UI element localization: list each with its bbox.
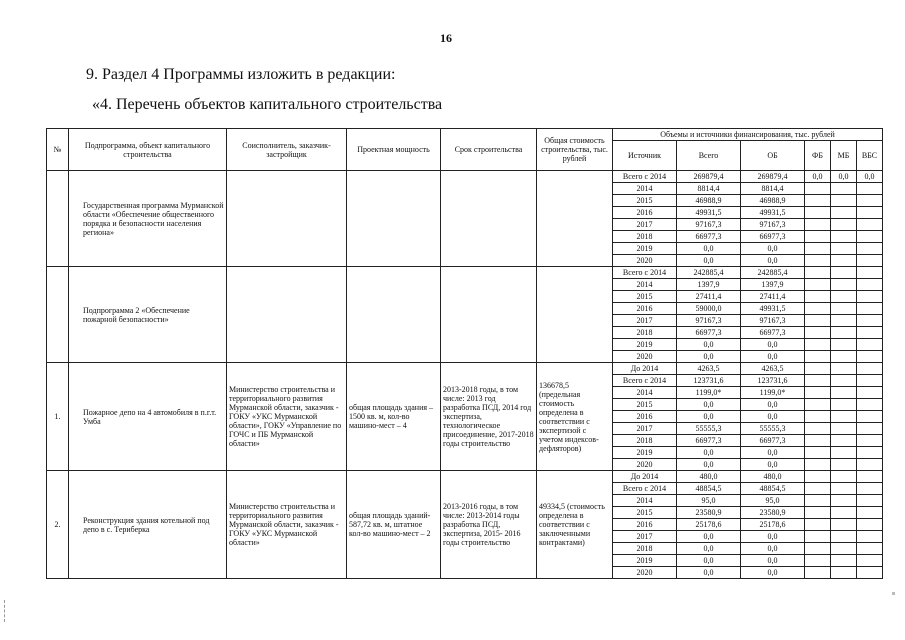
- cell-ob: 49931,5: [741, 207, 805, 219]
- cell-total: 0,0: [677, 459, 741, 471]
- object-term: 2013-2018 годы, в том числе: 2013 год разработка ПСД, 2014 год экспертиза, технологическое присоединение, 2017-2018 годы строительство: [441, 363, 537, 471]
- cell-ob: 0,0: [741, 351, 805, 363]
- cell-ob: 4263,5: [741, 363, 805, 375]
- cell-total: 123731,6: [677, 375, 741, 387]
- header-capacity: Проектная мощность: [347, 129, 441, 171]
- cell-fb: [805, 315, 831, 327]
- cell-ob: 269879,4: [741, 171, 805, 183]
- cell-vbs: [857, 519, 883, 531]
- object-number: [47, 267, 69, 363]
- cell-ob: 0,0: [741, 411, 805, 423]
- cell-mb: [831, 267, 857, 279]
- cell-fb: [805, 375, 831, 387]
- cell-source: До 2014: [613, 471, 677, 483]
- cell-vbs: [857, 291, 883, 303]
- cell-source: 2019: [613, 447, 677, 459]
- cell-fb: [805, 207, 831, 219]
- cell-source: Всего с 2014: [613, 267, 677, 279]
- cell-source: Всего с 2014: [613, 375, 677, 387]
- object-capacity: [347, 171, 441, 267]
- cell-source: 2015: [613, 291, 677, 303]
- cell-vbs: [857, 315, 883, 327]
- cell-source: Всего с 2014: [613, 483, 677, 495]
- object-term: [441, 171, 537, 267]
- cell-source: 2019: [613, 555, 677, 567]
- table-row: [47, 471, 883, 483]
- object-name: Подпрограмма 2 «Обеспечение пожарной безопасности»: [69, 267, 227, 363]
- cell-ob: 55555,3: [741, 423, 805, 435]
- cell-total: 480,0: [677, 471, 741, 483]
- cell-source: 2017: [613, 531, 677, 543]
- cell-vbs: [857, 435, 883, 447]
- cell-ob: 1397,9: [741, 279, 805, 291]
- header-mb: МБ: [831, 141, 857, 171]
- cell-total: 0,0: [677, 555, 741, 567]
- cell-source: 2017: [613, 219, 677, 231]
- object-coexecutor: [227, 267, 347, 363]
- cell-source: 2018: [613, 327, 677, 339]
- cell-total: 0,0: [677, 543, 741, 555]
- cell-mb: [831, 315, 857, 327]
- cell-source: 2017: [613, 423, 677, 435]
- cell-fb: [805, 543, 831, 555]
- cell-source: 2016: [613, 207, 677, 219]
- cell-ob: 46988,9: [741, 195, 805, 207]
- cell-fb: [805, 447, 831, 459]
- cell-vbs: [857, 447, 883, 459]
- cell-fb: [805, 399, 831, 411]
- cell-mb: [831, 183, 857, 195]
- header-fb: ФБ: [805, 141, 831, 171]
- cell-mb: [831, 507, 857, 519]
- cell-ob: 0,0: [741, 399, 805, 411]
- cell-mb: [831, 255, 857, 267]
- cell-total: 0,0: [677, 411, 741, 423]
- cell-mb: [831, 459, 857, 471]
- cell-vbs: [857, 399, 883, 411]
- object-number: 1.: [47, 363, 69, 471]
- cell-ob: 23580,9: [741, 507, 805, 519]
- cell-ob: 0,0: [741, 339, 805, 351]
- table-row: [47, 363, 883, 375]
- object-capacity: общая площадь здания – 1500 кв. м, кол-во машино-мест – 4: [347, 363, 441, 471]
- cell-fb: [805, 507, 831, 519]
- object-capacity: общая площадь зданий- 587,72 кв. м, штатное кол-во машино-мест – 2: [347, 471, 441, 579]
- cell-vbs: [857, 219, 883, 231]
- cell-source: 2015: [613, 507, 677, 519]
- cell-ob: 0,0: [741, 243, 805, 255]
- cell-fb: [805, 255, 831, 267]
- cell-vbs: [857, 459, 883, 471]
- capital-construction-table: [46, 128, 883, 579]
- cell-total: 55555,3: [677, 423, 741, 435]
- cell-total: 0,0: [677, 339, 741, 351]
- cell-source: 2014: [613, 279, 677, 291]
- header-ob: ОБ: [741, 141, 805, 171]
- cell-mb: [831, 243, 857, 255]
- cell-fb: [805, 267, 831, 279]
- cell-ob: 66977,3: [741, 327, 805, 339]
- cell-ob: 0,0: [741, 255, 805, 267]
- header-source: Источник: [613, 141, 677, 171]
- cell-total: 0,0: [677, 243, 741, 255]
- cell-vbs: [857, 411, 883, 423]
- header-term: Срок строительства: [441, 129, 537, 171]
- cell-total: 59000,0: [677, 303, 741, 315]
- object-name: Пожарное депо на 4 автомобиля в п.г.т. Умба: [69, 363, 227, 471]
- cell-source: 2015: [613, 195, 677, 207]
- cell-vbs: [857, 423, 883, 435]
- cell-fb: [805, 435, 831, 447]
- cell-vbs: [857, 243, 883, 255]
- cell-fb: [805, 567, 831, 579]
- cell-vbs: [857, 363, 883, 375]
- header-row: [47, 129, 883, 141]
- cell-total: 95,0: [677, 495, 741, 507]
- cell-vbs: [857, 303, 883, 315]
- cell-vbs: [857, 195, 883, 207]
- cell-mb: [831, 351, 857, 363]
- cell-source: До 2014: [613, 363, 677, 375]
- cell-source: 2020: [613, 255, 677, 267]
- cell-vbs: [857, 339, 883, 351]
- cell-total: 23580,9: [677, 507, 741, 519]
- cell-source: 2017: [613, 315, 677, 327]
- cell-vbs: [857, 267, 883, 279]
- cell-ob: 27411,4: [741, 291, 805, 303]
- cell-fb: [805, 339, 831, 351]
- cell-total: 0,0: [677, 351, 741, 363]
- cell-fb: [805, 531, 831, 543]
- cell-total: 269879,4: [677, 171, 741, 183]
- cell-ob: 0,0: [741, 567, 805, 579]
- cell-fb: [805, 303, 831, 315]
- cell-ob: 97167,3: [741, 315, 805, 327]
- cell-ob: 242885,4: [741, 267, 805, 279]
- cell-mb: [831, 567, 857, 579]
- cell-source: 2020: [613, 459, 677, 471]
- cell-vbs: [857, 387, 883, 399]
- cell-mb: [831, 471, 857, 483]
- cell-source: 2019: [613, 339, 677, 351]
- cell-fb: [805, 279, 831, 291]
- cell-source: 2018: [613, 543, 677, 555]
- cell-fb: [805, 183, 831, 195]
- cell-source: 2016: [613, 411, 677, 423]
- cell-total: 0,0: [677, 255, 741, 267]
- cell-total: 4263,5: [677, 363, 741, 375]
- header-no: №: [47, 129, 69, 171]
- object-total-cost: 136678,5 (предельная стоимость определена в соответствии с экспертизой с учетом индексов-дефляторов): [537, 363, 613, 471]
- cell-ob: 25178,6: [741, 519, 805, 531]
- cell-ob: 0,0: [741, 531, 805, 543]
- cell-fb: [805, 195, 831, 207]
- cell-vbs: [857, 483, 883, 495]
- cell-vbs: [857, 471, 883, 483]
- cell-mb: [831, 435, 857, 447]
- object-total-cost: [537, 171, 613, 267]
- object-total-cost: [537, 267, 613, 363]
- cell-mb: [831, 411, 857, 423]
- cell-mb: [831, 291, 857, 303]
- cell-vbs: 0,0: [857, 171, 883, 183]
- cell-vbs: [857, 207, 883, 219]
- page-number: 16: [440, 31, 452, 45]
- cell-mb: [831, 399, 857, 411]
- cell-ob: 95,0: [741, 495, 805, 507]
- cell-ob: 480,0: [741, 471, 805, 483]
- cell-fb: [805, 351, 831, 363]
- cell-vbs: [857, 255, 883, 267]
- cell-vbs: [857, 567, 883, 579]
- cell-ob: 123731,6: [741, 375, 805, 387]
- cell-mb: [831, 279, 857, 291]
- cell-total: 48854,5: [677, 483, 741, 495]
- object-term: [441, 267, 537, 363]
- cell-fb: [805, 219, 831, 231]
- cell-source: 2014: [613, 183, 677, 195]
- cell-total: 46988,9: [677, 195, 741, 207]
- cell-source: 2016: [613, 519, 677, 531]
- cell-ob: 97167,3: [741, 219, 805, 231]
- cell-mb: [831, 387, 857, 399]
- cell-total: 66977,3: [677, 231, 741, 243]
- cell-fb: [805, 459, 831, 471]
- cell-source: 2018: [613, 435, 677, 447]
- cell-mb: [831, 555, 857, 567]
- cell-total: 66977,3: [677, 327, 741, 339]
- cell-source: 2014: [613, 495, 677, 507]
- cell-vbs: [857, 543, 883, 555]
- cell-mb: [831, 375, 857, 387]
- cell-mb: [831, 543, 857, 555]
- cell-total: 97167,3: [677, 315, 741, 327]
- cell-total: 66977,3: [677, 435, 741, 447]
- cell-total: 0,0: [677, 531, 741, 543]
- header-coexecutor: Соисполнитель, заказчик-застройщик: [227, 129, 347, 171]
- cell-ob: 0,0: [741, 447, 805, 459]
- cell-fb: [805, 423, 831, 435]
- table-row: [47, 267, 883, 279]
- cell-fb: [805, 471, 831, 483]
- cell-vbs: [857, 351, 883, 363]
- cell-ob: 66977,3: [741, 231, 805, 243]
- object-name: Реконструкция здания котельной под депо в с. Териберка: [69, 471, 227, 579]
- object-number: [47, 171, 69, 267]
- cell-fb: [805, 231, 831, 243]
- cell-mb: [831, 219, 857, 231]
- cell-source: 2015: [613, 399, 677, 411]
- cell-vbs: [857, 231, 883, 243]
- object-name: Государственная программа Мурманской области «Обеспечение общественного порядка и безопасности населения региона»: [69, 171, 227, 267]
- cell-vbs: [857, 375, 883, 387]
- cell-source: 2020: [613, 351, 677, 363]
- cell-vbs: [857, 531, 883, 543]
- object-total-cost: 49334,5 (стоимость определена в соответствии с заключенными контрактами): [537, 471, 613, 579]
- cell-source: 2020: [613, 567, 677, 579]
- object-capacity: [347, 267, 441, 363]
- cell-fb: [805, 519, 831, 531]
- cell-total: 0,0: [677, 447, 741, 459]
- cell-mb: [831, 447, 857, 459]
- cell-ob: 0,0: [741, 459, 805, 471]
- cell-total: 8814,4: [677, 183, 741, 195]
- cell-fb: [805, 387, 831, 399]
- cell-mb: [831, 519, 857, 531]
- cell-source: Всего с 2014: [613, 171, 677, 183]
- cell-mb: [831, 327, 857, 339]
- table-row: [47, 171, 883, 183]
- cell-ob: 49931,5: [741, 303, 805, 315]
- cell-source: 2018: [613, 231, 677, 243]
- cell-vbs: [857, 555, 883, 567]
- cell-mb: [831, 207, 857, 219]
- header-total-cost: Общая стоимость строительства, тыс. рублей: [537, 129, 613, 171]
- object-number: 2.: [47, 471, 69, 579]
- cell-vbs: [857, 495, 883, 507]
- cell-source: 2019: [613, 243, 677, 255]
- cell-total: 0,0: [677, 399, 741, 411]
- header-subprogram: Подпрограмма, объект капитального строительства: [69, 129, 227, 171]
- cell-mb: [831, 423, 857, 435]
- cell-mb: 0,0: [831, 171, 857, 183]
- object-coexecutor: Министерство строительства и территориального развития Мурманской области, заказчик - ГОКУ «УКС Мурманской области», ГОКУ «Управление по ГОЧС и ПБ Мурманской области»: [227, 363, 347, 471]
- cell-mb: [831, 531, 857, 543]
- cell-total: 27411,4: [677, 291, 741, 303]
- object-term: 2013-2016 годы, в том числе: 2013-2014 годы разработка ПСД, экспертиза, 2015- 2016 годы строительство: [441, 471, 537, 579]
- cell-fb: [805, 363, 831, 375]
- cell-ob: 48854,5: [741, 483, 805, 495]
- object-coexecutor: [227, 171, 347, 267]
- cell-mb: [831, 231, 857, 243]
- cell-fb: [805, 555, 831, 567]
- cell-vbs: [857, 507, 883, 519]
- cell-mb: [831, 339, 857, 351]
- object-coexecutor: Министерство строительства и территориального развития Мурманской области, заказчик - ГОКУ «УКС Мурманской области»: [227, 471, 347, 579]
- cell-fb: 0,0: [805, 171, 831, 183]
- cell-total: 1199,0*: [677, 387, 741, 399]
- cell-ob: 1199,0*: [741, 387, 805, 399]
- cell-vbs: [857, 183, 883, 195]
- cell-total: 242885,4: [677, 267, 741, 279]
- section-heading: 9. Раздел 4 Программы изложить в редакции:: [86, 66, 396, 83]
- cell-total: 1397,9: [677, 279, 741, 291]
- cell-source: 2016: [613, 303, 677, 315]
- cell-ob: 66977,3: [741, 435, 805, 447]
- cell-vbs: [857, 279, 883, 291]
- cell-total: 97167,3: [677, 219, 741, 231]
- list-heading: «4. Перечень объектов капитального строительства: [92, 96, 443, 113]
- cell-fb: [805, 291, 831, 303]
- cell-fb: [805, 411, 831, 423]
- cell-fb: [805, 243, 831, 255]
- cell-fb: [805, 327, 831, 339]
- scan-speck: [892, 592, 895, 595]
- cell-fb: [805, 495, 831, 507]
- cell-ob: 8814,4: [741, 183, 805, 195]
- cell-fb: [805, 483, 831, 495]
- cell-mb: [831, 495, 857, 507]
- cell-ob: 0,0: [741, 555, 805, 567]
- cell-total: 25178,6: [677, 519, 741, 531]
- cell-total: 0,0: [677, 567, 741, 579]
- cell-ob: 0,0: [741, 543, 805, 555]
- header-vbs: ВБС: [857, 141, 883, 171]
- cell-mb: [831, 363, 857, 375]
- cell-vbs: [857, 327, 883, 339]
- cell-mb: [831, 195, 857, 207]
- scan-margin-mark: [4, 600, 6, 622]
- header-funding: Объемы и источники финансирования, тыс. рублей: [613, 129, 883, 141]
- cell-mb: [831, 303, 857, 315]
- cell-source: 2014: [613, 387, 677, 399]
- cell-mb: [831, 483, 857, 495]
- header-total: Всего: [677, 141, 741, 171]
- cell-total: 49931,5: [677, 207, 741, 219]
